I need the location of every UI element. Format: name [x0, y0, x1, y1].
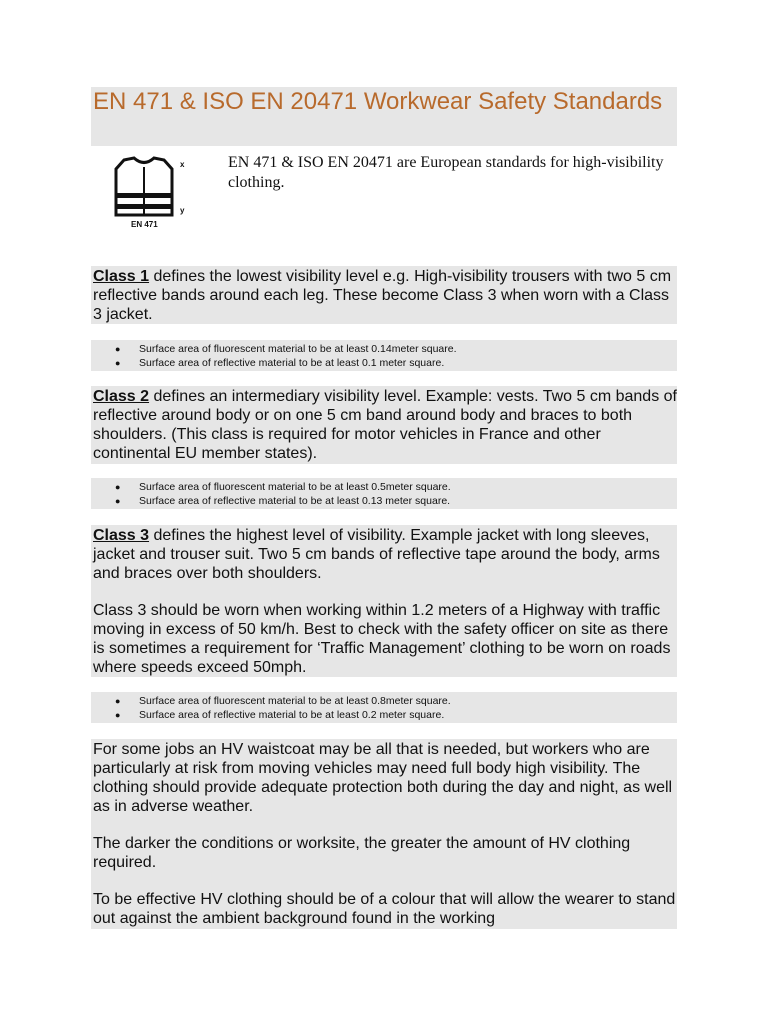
class2-bullets [91, 478, 677, 509]
bullet-icon: ● [115, 358, 121, 368]
class2-label: Class 2 [93, 388, 150, 405]
logo-caption: EN 471 [131, 220, 158, 229]
bullet-icon: ● [115, 482, 121, 492]
class3-block [91, 525, 677, 677]
class1-block [91, 266, 677, 324]
bullet-icon: ● [115, 696, 121, 706]
intro-text: EN 471 & ISO EN 20471 are European standards for high-visibility clothing. [228, 154, 664, 191]
class3-bullets [91, 692, 677, 723]
list-item: ● Surface area of fluorescent material to be at least 0.5meter square. [115, 481, 451, 493]
hi-vis-vest-icon [94, 155, 194, 238]
class2-text: defines an intermediary visibility level. Example: vests. Two 5 cm bands of reflective around body or on one 5 cm band around body and braces to both shoulders. (This class is required for motor vehicles in France and other continental EU member states). [93, 388, 677, 462]
x-label: x [180, 160, 185, 169]
list-item: ● Surface area of fluorescent material to be at least 0.8meter square. [115, 695, 451, 707]
bullet-icon: ● [115, 344, 121, 354]
class1-text: defines the lowest visibility level e.g. High-visibility trousers with two 5 cm reflective bands around each leg. These become Class 3 when worn with a Class 3 jacket. [93, 268, 672, 323]
class3-label: Class 3 [93, 527, 150, 544]
y-label: y [180, 206, 185, 215]
list-item: ● Surface area of reflective material to be at least 0.13 meter square. [115, 495, 451, 507]
class3-text2: Class 3 should be worn when working within 1.2 meters of a Highway with traffic moving in excess of 50 km/h. Best to check with the safety officer on site as there is sometimes a requirement for ‘Traffic Management’ clothing to be worn on roads where speeds exceed 50mph. [93, 602, 671, 676]
closing-paragraph: For some jobs an HV waistcoat may be all that is needed, but workers who are particularly at risk from moving vehicles may need full body high visibility. The clothing should provide adequate protection both during the day and night, as well as in adverse weather. [93, 741, 673, 815]
closing-paragraph: To be effective HV clothing should be of a colour that will allow the wearer to stand out against the ambient background found in the working [93, 891, 676, 927]
page-title: EN 471 & ISO EN 20471 Workwear Safety Standards [91, 87, 677, 146]
list-item: ● Surface area of reflective material to be at least 0.2 meter square. [115, 709, 445, 721]
class3-text: defines the highest level of visibility. Example jacket with long sleeves, jacket and trouser suit. Two 5 cm bands of reflective tape around the body, arms and braces over both shoulders. [93, 527, 660, 582]
class1-bullets [91, 340, 677, 371]
class1-label: Class 1 [93, 268, 150, 285]
closing-paragraph: The darker the conditions or worksite, the greater the amount of HV clothing required. [93, 835, 631, 871]
bullet-icon: ● [115, 710, 121, 720]
class2-block [91, 386, 677, 464]
list-item: ● Surface area of fluorescent material to be at least 0.14meter square. [115, 343, 457, 355]
closing-block [91, 739, 677, 929]
bullet-icon: ● [115, 496, 121, 506]
en471-logo [94, 155, 194, 238]
list-item: ● Surface area of reflective material to be at least 0.1 meter square. [115, 357, 445, 369]
